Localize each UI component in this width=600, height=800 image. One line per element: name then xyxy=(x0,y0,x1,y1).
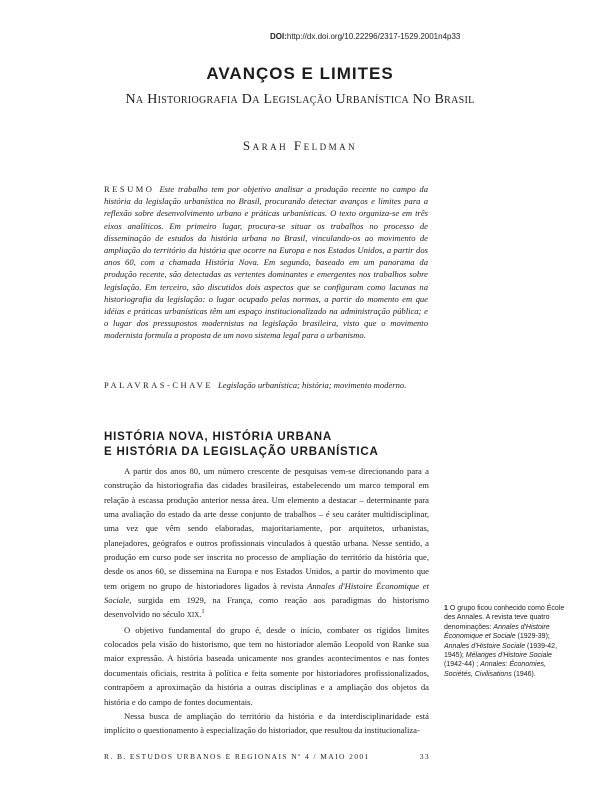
paragraph-2: O objetivo fundamental do grupo é, desde o início, combater os rígidos limites colocados pela visão do historismo, que tem no historiador alemão Leopold von Ranke sua maior expressão. A história baseada unicamente nos grandes acontecimentos e nas fontes documentais oficiais, restrita à política e feita somente por historiadores profissionalizados, contrapõem a aproximação da história a outras disciplinas e a ampliação dos objetos da história e do campo de fontes documentais. xyxy=(104,624,429,707)
doi-label: DOI: xyxy=(270,32,287,41)
footnote-text-b: (1929-39); xyxy=(515,633,550,641)
keywords-label: PALAVRAS-CHAVE xyxy=(104,380,214,390)
paragraph-1-period: . xyxy=(199,609,202,620)
section-heading xyxy=(104,430,444,460)
footnote-text-c: (1939-42, 1945); xyxy=(444,642,558,660)
footnote-text-a: O grupo ficou conhecido como École des Annales. A revista teve quatro denominações: xyxy=(444,605,565,631)
paragraph-1-text-a: A partir dos anos 80, um número crescente de pesquisas vem-se direcionando para a construção da historiografia das cidades brasileiras, estabelecendo um marco temporal em relação à escassa produção anterior nessa área. Um elemento a destacar – determinante para uma avaliação do estado da arte desse conjunto de trabalhos – é seu caráter multidisciplinar, uma vez que vêm sendo elaboradas, majoritariamente, por arquitetos, urbanistas, planejadores, geógrafos e outros profissionais vinculados à questão urbana. Nesse sentido, a produção em curso pode ser inscrita no processo de ampliação do território da história que, desde os anos 60, se dissemina na Europa e nos Estados Unidos, a partir do movimento que tem origem no grupo de historiadores ligados à revista xyxy=(104,466,429,591)
author-name: Sarah Feldman xyxy=(242,138,358,153)
body-text xyxy=(104,464,429,738)
footnote-title-4: Annales: Économies, Sociétés, Civilisations xyxy=(444,661,546,678)
keywords-text: Legislação urbanística; história; movimento moderno. xyxy=(218,380,407,390)
abstract-label: RESUMO xyxy=(104,184,155,194)
article-subtitle: Na Historiografia Da Legislação Urbanística No Brasil xyxy=(125,92,475,107)
doi-link[interactable]: http://dx.doi.org/10.22296/2317-1529.2001n4p33 xyxy=(286,32,461,41)
footnote-ref-1[interactable]: 1 xyxy=(201,609,205,616)
abstract-text: Este trabalho tem por objetivo analisar a produção recente no campo da história da legislação urbanística no Brasil, procurando detectar avanços e limites para a reflexão sobre desenvolvimento urbano e práticas urbanísticas. O texto organiza-se em três eixos analíticos. Em primeiro lugar, procura-se situar os trabalhos no processo de disseminação de estudos da história urbana no Brasil, vinculando-os ao movimento de ampliação do território da história que ocorre na Europa e nos Estados Unidos, a partir dos anos 60, com a chamada História Nova. Em segundo, baseado em um panorama da produção recente, são detectadas as vertentes dominantes e emergentes nos trabalhos sobre legislação. Em terceiro, são discutidos dois aspectos que se configuram como lacunas na historiografia da legislação: o lugar ocupado pelas normas, a partir do momento em que idéias e práticas urbanísticas têm um espaço institucionalizado na administração pública; e o lugar dos pressupostos modernistas na legislação brasileira, visto que o movimento modernista formula a proposta de um novo sistema legal para o urbanismo. xyxy=(104,184,428,341)
paragraph-1 xyxy=(104,464,429,623)
footnote-number: 1 xyxy=(444,605,448,612)
page-footer xyxy=(104,752,430,761)
footnote-text-e: (1946). xyxy=(511,670,536,678)
abstract xyxy=(104,183,428,342)
paragraph-1-text-b: , surgida em 1929, na França, como reação aos paradigmas do historismo desenvolvido no século xyxy=(104,595,429,620)
footnote-title-3: Mélanges d'Histoire Sociale xyxy=(465,652,552,660)
footnote-text-d: (1942-44) ; xyxy=(444,661,481,669)
century-numeral: XIX xyxy=(186,611,200,620)
section-heading-line1: HISTÓRIA NOVA, HISTÓRIA URBANA xyxy=(104,431,333,443)
paragraph-3: Nessa busca de ampliação do território da história e da interdisciplinaridade está implícito o questionamento à especialização do historiador, que resultou da institucionaliza- xyxy=(104,710,429,736)
section-heading-line2: E HISTÓRIA DA LEGISLAÇÃO URBANÍSTICA xyxy=(104,446,379,458)
footer-journal: R. B. ESTUDOS URBANOS E REGIONAIS Nº 4 / MAIO 2001 xyxy=(104,752,370,761)
journal-title: Annales d'Histoire Économique et Sociale xyxy=(104,580,429,606)
article-title: AVANÇOS E LIMITES xyxy=(206,64,394,83)
doi-line xyxy=(270,32,460,41)
keywords xyxy=(104,380,428,390)
footnote-1 xyxy=(444,604,566,679)
footnote-title-2: Annales d'Histoire Sociale xyxy=(444,642,526,650)
footnote-title-1: Annales d'Histoire Économique et Sociale xyxy=(444,623,550,641)
page-number: 33 xyxy=(419,752,430,761)
